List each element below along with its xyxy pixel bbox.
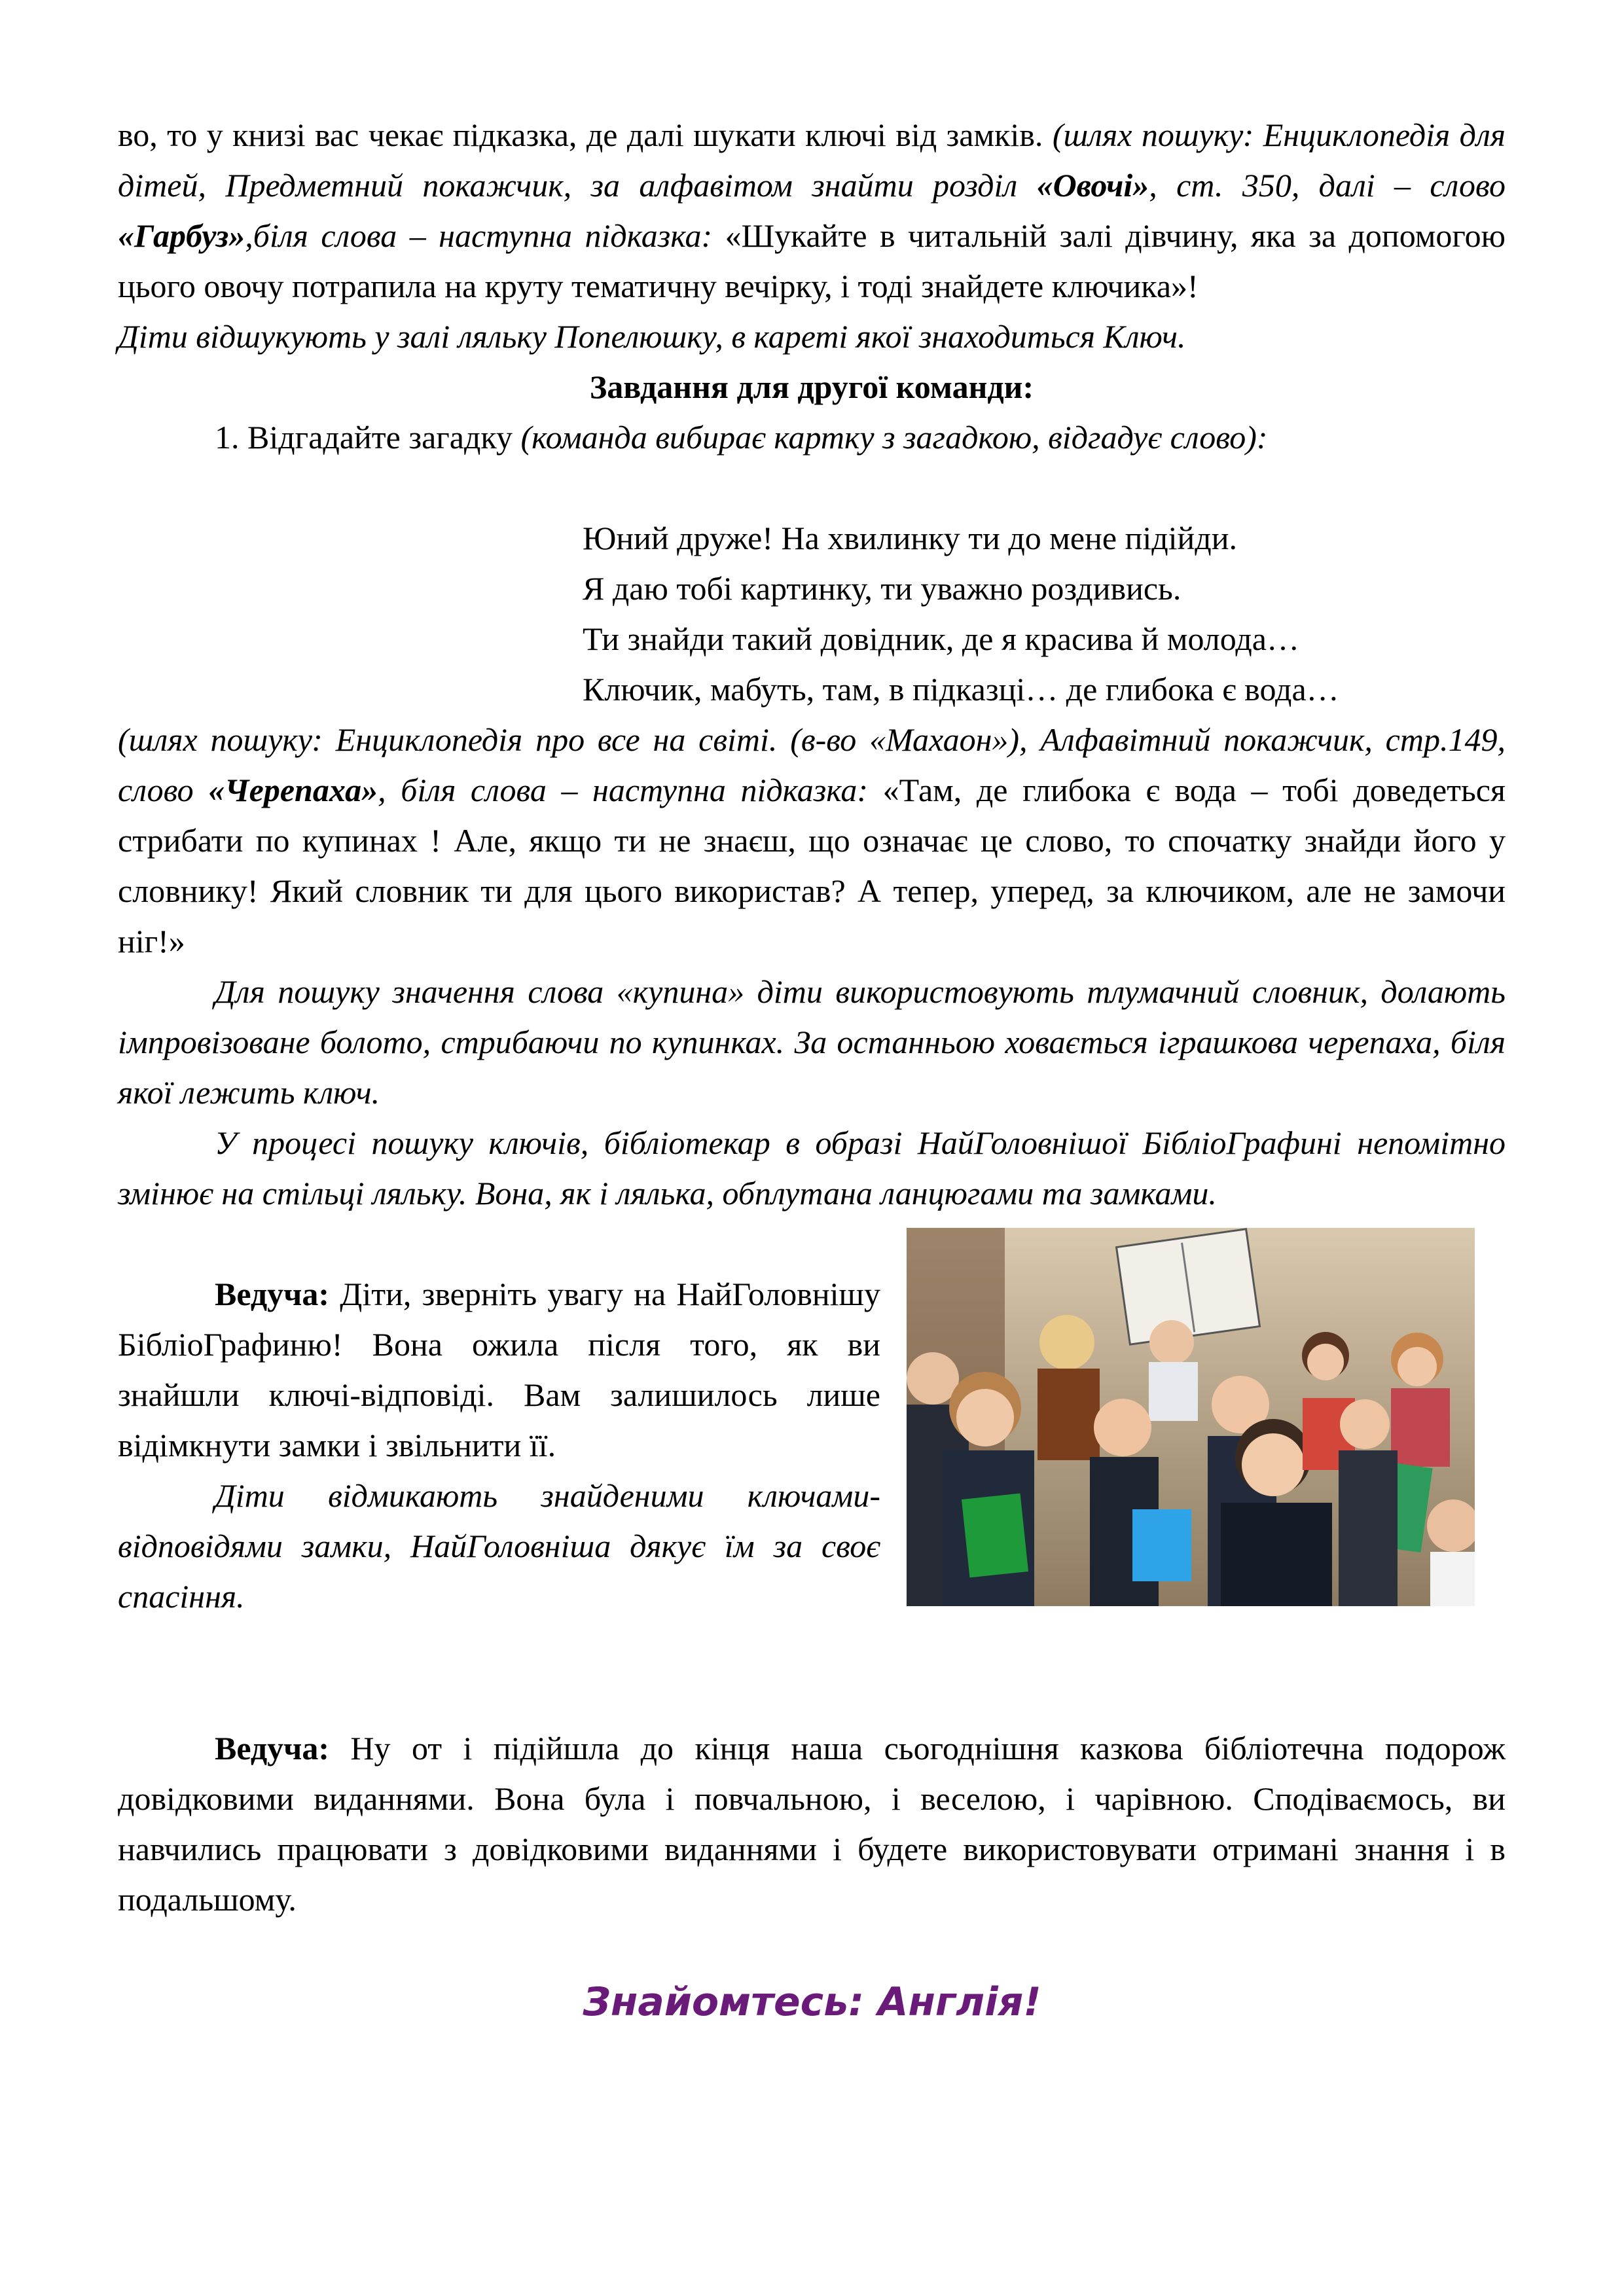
poem-line: Ти знайди такий довідник, де я красива й молода…: [583, 620, 1299, 657]
poem-line: Юний друже! На хвилинку ти до мене підійди.: [583, 520, 1237, 556]
intro-paragraph: [118, 110, 1506, 312]
host2-paragraph: [118, 1723, 1506, 1925]
intro-text: во, то у книзі вас чекає підказка, де далі шукати ключі від замків.: [118, 117, 1053, 153]
poem-line: Ключик, мабуть, там, в підказці… де глибока є вода…: [583, 671, 1339, 708]
photo-image: [907, 1228, 1475, 1606]
unlock-note: Діти відмикають знайденими ключами-відповідями замки, НайГоловніша дякує їм за своє спасіння.: [118, 1477, 880, 1615]
hint-text: «Там, де глибока є вода – тобі доведеться стрибати по купинах ! Але, якщо ти не знаєш, що означає це слово, то спочатку знайди його у словнику! Який словник ти для цього використав? А тепер, уперед, за ключиком, але не замочи ніг!»: [118, 772, 1506, 960]
search-paragraph: [118, 715, 1506, 967]
keyword-ovochi: «Овочі»: [1036, 167, 1149, 204]
search-path-text: (шлях пошуку: Енциклопедія про все на світі. (в-во «Махаон»), Алфавітний покажчик, стр.149, слово: [118, 721, 1506, 808]
host-speech: Ну от і підійшла до кінця наша сьогоднішня казкова бібліотечна подорож довідковими виданнями. Вона була і повчальною, і веселою, і чарівною. Сподіваємось, ви навчились працювати з довідковими виданнями і будете використовувати отримані знання і в подальшому.: [118, 1730, 1506, 1918]
search-path-text: ,біля слова – наступна підказка:: [245, 217, 725, 254]
kupyna-paragraph: Для пошуку значення слова «купина» діти використовують тлумачний словник, долають імпровізоване болото, стрибаючи по купинках. За останньою ховається іграшкова черепаха, біля якої лежить ключ.: [118, 973, 1506, 1111]
task2-section: [118, 715, 1506, 1219]
host-label: Ведуча:: [215, 1730, 330, 1767]
task2-heading: Завдання для другої команди:: [589, 368, 1034, 405]
poem-line: Я даю тобі картинку, ти уважно роздивись.: [583, 570, 1182, 607]
riddle-poem: [583, 513, 1339, 715]
host-label: Ведуча:: [215, 1276, 330, 1312]
keyword-cherepakha: «Черепаха»: [208, 772, 378, 808]
host-speech: Діти, зверніть увагу на НайГоловнішу БібліоГрафиню! Вона ожила після того, як ви знайшли ключі-відповіді. Вам залишилось лише відімкнути замки і звільнити її.: [118, 1276, 880, 1463]
host1-paragraph: [118, 1269, 880, 1471]
cinderella-note: Діти відшукують у залі ляльку Попелюшку, в кареті якої знаходиться Ключ.: [118, 318, 1186, 355]
host1-section: [118, 1269, 880, 1622]
children-photo: [907, 1228, 1475, 1606]
hint-text: «Шукайте в читальній залі дівчину, яка за допомогою цього овочу потрапила на круту тематичну вечірку, і тоді знайдете ключика»!: [118, 217, 1506, 304]
riddle-prompt: Відгадайте загадку: [239, 419, 521, 456]
search-path-text: , біля слова – наступна підказка:: [378, 772, 883, 808]
host2-section: [118, 1723, 1506, 1925]
process-paragraph: У процесі пошуку ключів, бібліотекар в образі НайГоловнішої БібліоГрафині непомітно змінює на стільці ляльку. Вона, як і лялька, обплутана ланцюгами та замками.: [118, 1124, 1506, 1211]
keyword-harbuz: «Гарбуз»: [118, 217, 245, 254]
riddle-item: [118, 412, 1506, 463]
riddle-note: (команда вибирає картку з загадкою, відгадує слово):: [520, 419, 1268, 456]
closing-title: Знайомтесь: Англія!: [583, 1979, 1041, 2025]
item-number: 1.: [215, 419, 240, 456]
search-path-text: (шлях пошуку: Енциклопедія для дітей, Предметний покажчик, за алфавітом знайти розділ: [118, 117, 1506, 204]
search-path-text: , ст. 350, далі – слово: [1149, 167, 1506, 204]
intro-section: [118, 110, 1506, 463]
